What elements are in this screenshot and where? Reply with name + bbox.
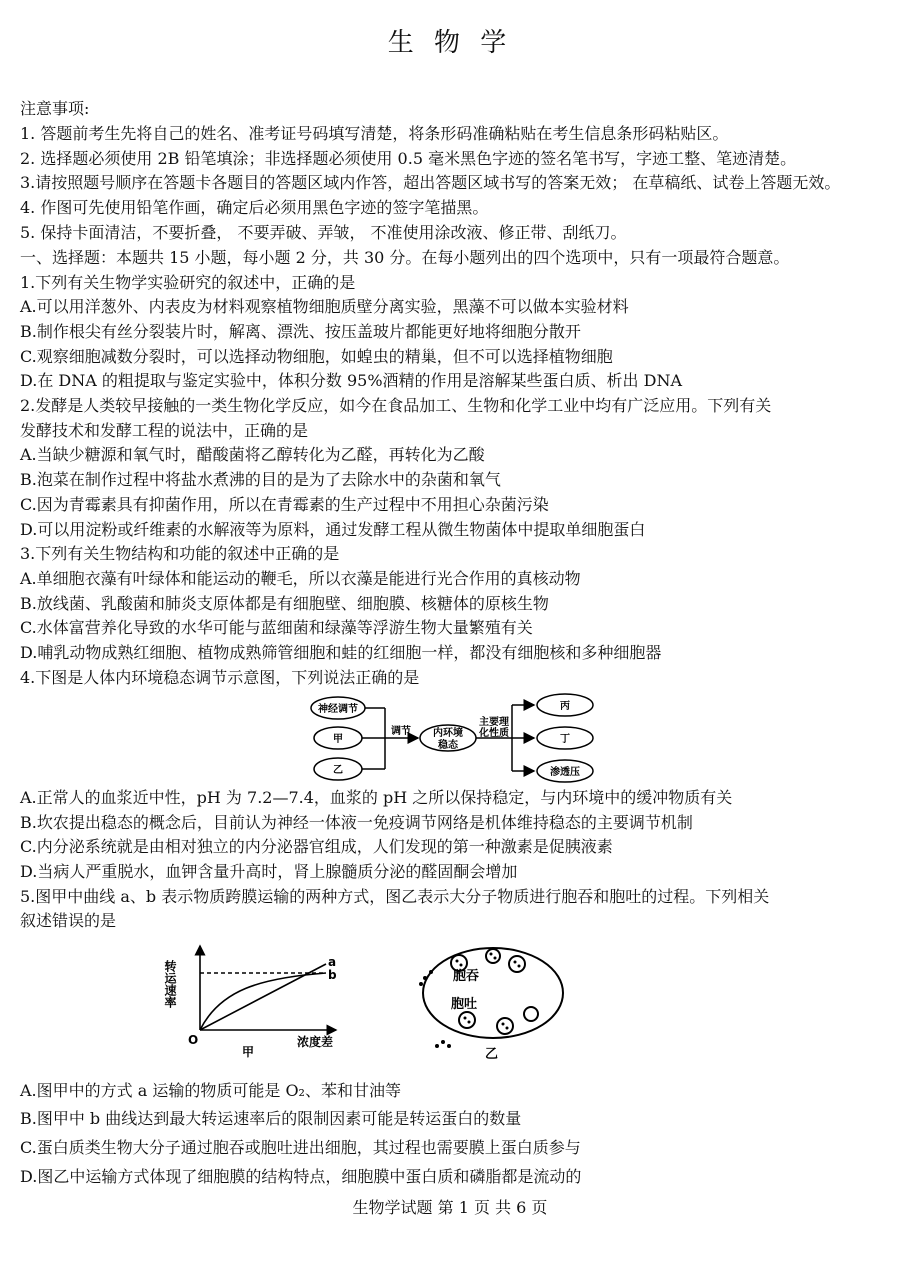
- transport-rate-figure: [160, 938, 360, 1058]
- diagram-center: 内环境: [433, 728, 463, 739]
- section-heading: 一、选择题：本题共 15 小题，每小题 2 分，共 30 分。在每小题列出的四个选项中，只有一项最符合题意。: [20, 248, 790, 267]
- diagram-arrow-label: 化性质: [479, 728, 509, 739]
- diagram-node: 丙: [560, 701, 570, 712]
- option-c: C.观察细胞减数分裂时，可以选择动物细胞，如蝗虫的精巢，但不可以选择植物细胞: [20, 347, 613, 366]
- diagram-arrow-label: 调节: [391, 726, 411, 737]
- option-c: C.内分泌系统就是由相对独立的内分泌器官组成，人们发现的第一种激素是促胰液素: [20, 837, 613, 856]
- option-d: D.哺乳动物成熟红细胞、植物成熟筛管细胞和蛙的红细胞一样，都没有细胞核和多种细胞器: [20, 643, 662, 662]
- diagram-node: 神经调节: [318, 704, 358, 715]
- option-a: A.当缺少糖源和氧气时，醋酸菌将乙醇转化为乙醛，再转化为乙酸: [20, 445, 485, 464]
- option-d: D.当病人严重脱水，血钾含量升高时，肾上腺髓质分泌的醛固酮会增加: [20, 862, 518, 881]
- page-footer: 生物学试题 第 1 页 共 6 页: [352, 1198, 548, 1217]
- diagram-node: 丁: [560, 734, 570, 745]
- x-axis-label: 浓度差: [297, 1035, 334, 1049]
- diagram-arrow-label: 主要理: [479, 717, 509, 728]
- diagram-node: 甲: [333, 734, 343, 745]
- option-c: C.水体富营养化导致的水华可能与蓝细菌和绿藻等浮游生物大量繁殖有关: [20, 618, 533, 637]
- question-stem: 叙述错误的是: [20, 911, 117, 930]
- exocytosis-label: 胞吐: [451, 997, 478, 1012]
- curve-b-label: b: [328, 968, 337, 982]
- figure-caption: 甲: [242, 1045, 255, 1058]
- notice-item: 1. 答题前考生先将自己的姓名、准考证号码填写清楚，将条形码准确粘贴在考生信息条形码粘贴区。: [20, 124, 729, 143]
- option-c: C.蛋白质类生物大分子通过胞吞或胞吐进出细胞，其过程也需要膜上蛋白质参与: [20, 1138, 581, 1157]
- notice-item: 3.请按照题号顺序在答题卡各题目的答题区域内作答，超出答题区域书写的答案无效； 在草稿纸、试卷上答题无效。: [20, 173, 841, 192]
- curve-b: [200, 973, 326, 1030]
- option-a: A.可以用洋葱外、内表皮为材料观察植物细胞质壁分离实验，黑藻不可以做本实验材料: [20, 297, 629, 316]
- y-axis-label: 转运速率: [163, 960, 177, 1008]
- curve-a-label: a: [328, 955, 337, 969]
- option-a: A.图甲中的方式 a 运输的物质可能是 O₂、苯和甘油等: [20, 1081, 401, 1100]
- homeostasis-diagram: [300, 693, 620, 785]
- option-d: D.在 DNA 的粗提取与鉴定实验中，体积分数 95%酒精的作用是溶解某些蛋白质、析出 DNA: [20, 371, 683, 390]
- option-b: B.坎农提出稳态的概念后，目前认为神经一体液一免疫调节网络是机体维持稳态的主要调节机制: [20, 813, 693, 832]
- option-a: A.正常人的血浆近中性，pH 为 7.2—7.4，血浆的 pH 之所以保持稳定，与内环境中的缓冲物质有关: [20, 788, 733, 807]
- option-d: D.图乙中运输方式体现了细胞膜的结构特点，细胞膜中蛋白质和磷脂都是流动的: [20, 1167, 582, 1186]
- question-stem: 2.发酵是人类较早接触的一类生物化学反应，如今在食品加工、生物和化学工业中均有广泛应用。下列有关: [20, 396, 772, 415]
- notice-item: 5. 保持卡面清洁，不要折叠， 不要弄破、弄皱， 不准使用涂改液、修正带、刮纸刀。: [20, 223, 627, 242]
- option-b: B.图甲中 b 曲线达到最大转运速率后的限制因素可能是转运蛋白的数量: [20, 1109, 522, 1128]
- option-b: B.放线菌、乳酸菌和肺炎支原体都是有细胞壁、细胞膜、核糖体的原核生物: [20, 594, 549, 613]
- page-title: 生 物 学: [387, 28, 513, 58]
- option-d: D.可以用淀粉或纤维素的水解液等为原料，通过发酵工程从微生物菌体中提取单细胞蛋白: [20, 520, 646, 539]
- notice-item: 2. 选择题必须使用 2B 铅笔填涂；非选择题必须使用 0.5 毫米黑色字迹的签名笔书写，字迹工整、笔迹清楚。: [20, 149, 797, 168]
- origin-label: O: [188, 1033, 199, 1047]
- figure-caption: 乙: [485, 1047, 499, 1062]
- diagram-node: 乙: [333, 765, 343, 776]
- notice-heading: 注意事项:: [20, 99, 90, 118]
- diagram-node: 渗透压: [550, 767, 580, 778]
- curve-a: [200, 964, 326, 1030]
- notice-item: 4. 作图可先使用铅笔作画，确定后必须用黑色字迹的签字笔描黑。: [20, 198, 489, 217]
- cell-transport-figure: [405, 938, 585, 1063]
- option-a: A.单细胞衣藻有叶绿体和能运动的鞭毛，所以衣藻是能进行光合作用的真核动物: [20, 569, 581, 588]
- question-stem: 3.下列有关生物结构和功能的叙述中正确的是: [20, 544, 340, 563]
- question-stem: 5.图甲中曲线 a、b 表示物质跨膜运输的两种方式，图乙表示大分子物质进行胞吞和胞吐的过程。下列相关: [20, 887, 770, 906]
- question-stem: 1.下列有关生物学实验研究的叙述中，正确的是: [20, 273, 356, 292]
- question-stem: 4.下图是人体内环境稳态调节示意图，下列说法正确的是: [20, 668, 420, 687]
- option-c: C.因为青霉素具有抑菌作用，所以在青霉素的生产过程中不用担心杂菌污染: [20, 495, 549, 514]
- endocytosis-label: 胞吞: [453, 969, 480, 984]
- option-b: B.制作根尖有丝分裂装片时，解离、漂洗、按压盖玻片都能更好地将细胞分散开: [20, 322, 581, 341]
- option-b: B.泡菜在制作过程中将盐水煮沸的目的是为了去除水中的杂菌和氧气: [20, 470, 501, 489]
- diagram-center: 稳态: [438, 740, 458, 751]
- question-stem: 发酵技术和发酵工程的说法中，正确的是: [20, 421, 309, 440]
